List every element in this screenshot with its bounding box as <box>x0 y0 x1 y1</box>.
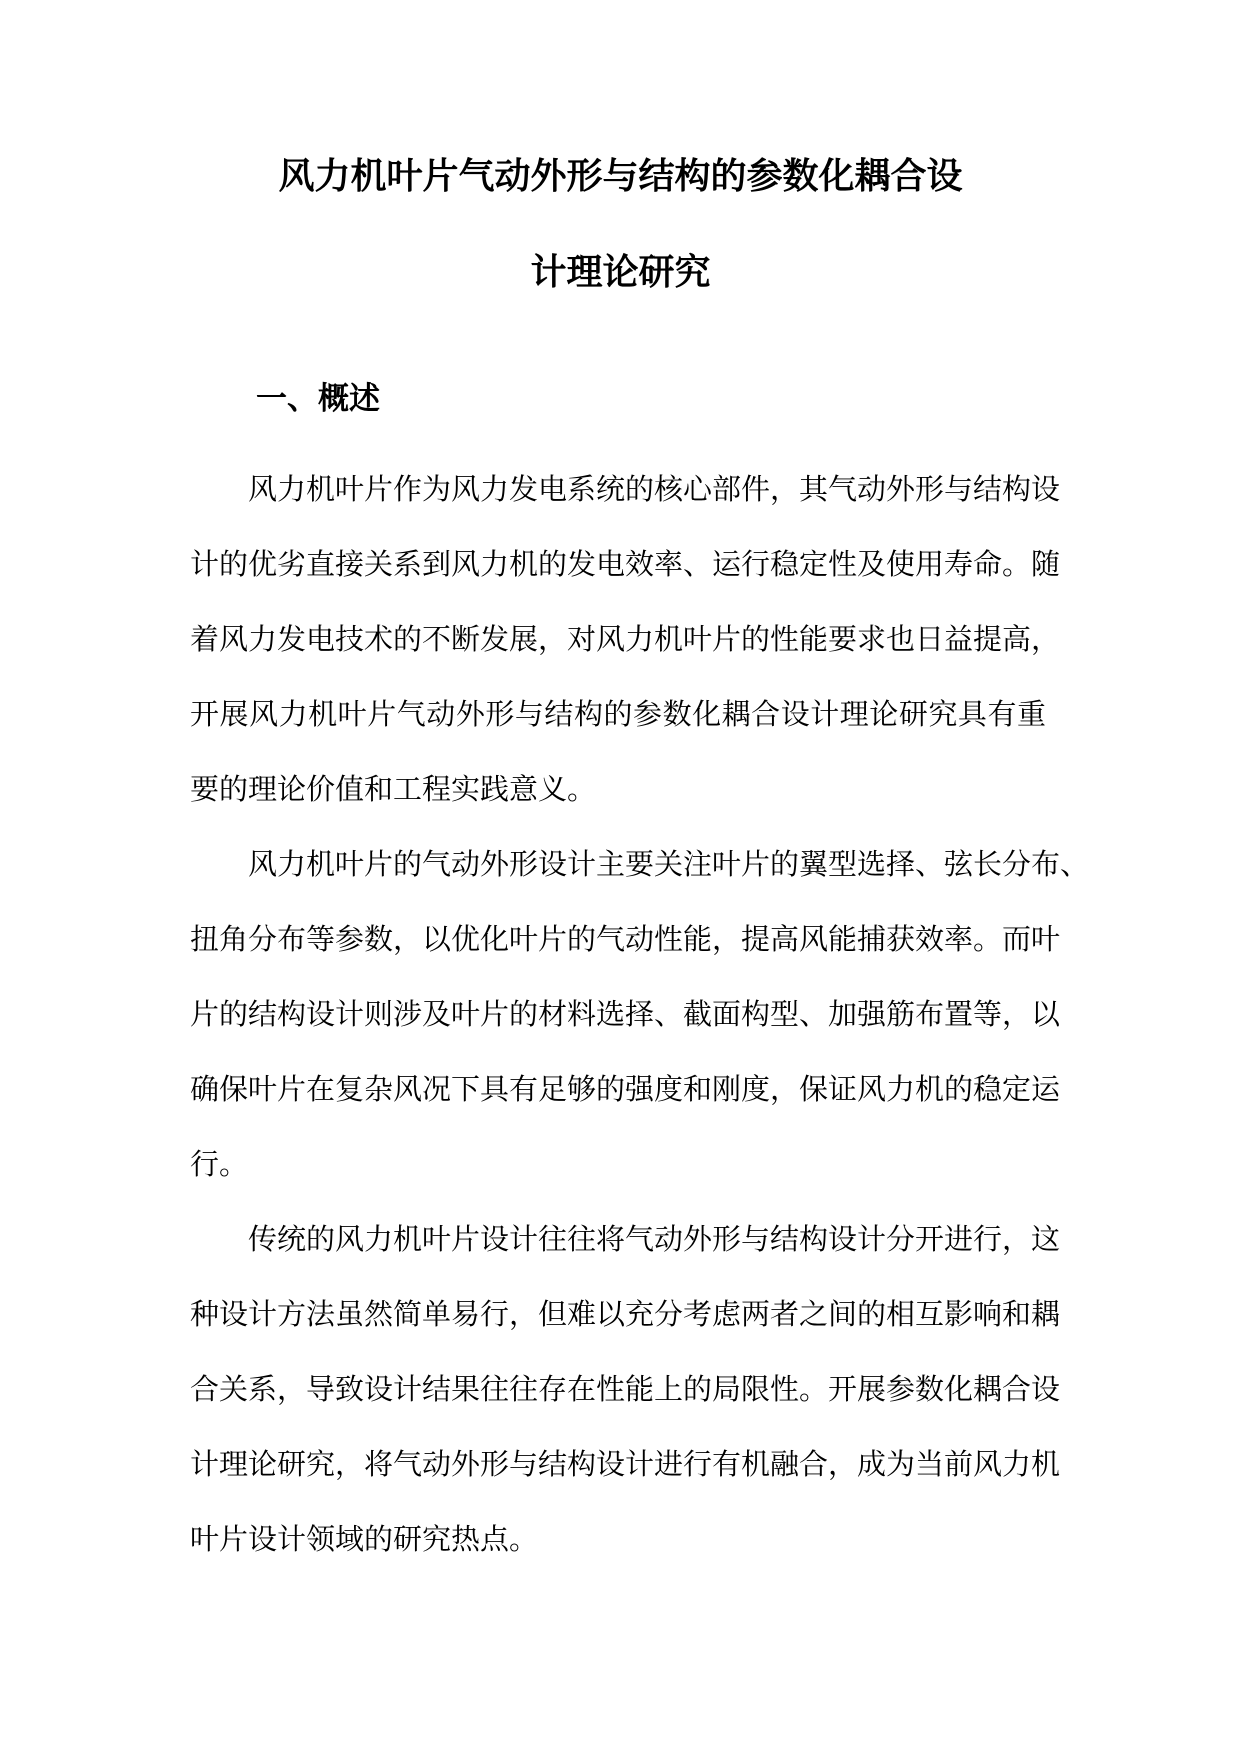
document-title-line-1: 风力机叶片气动外形与结构的参数化耦合设 <box>278 155 963 197</box>
paragraph-2 <box>190 827 1090 1202</box>
paragraph-1 <box>190 452 1061 827</box>
paragraph-3 <box>190 1202 1061 1577</box>
paragraph-line: 着风力发电技术的不断发展，对风力机叶片的性能要求也日益提高， <box>190 622 1061 656</box>
paragraph-line: 种设计方法虽然简单易行，但难以充分考虑两者之间的相互影响和耦 <box>190 1297 1061 1331</box>
section-heading: 一、概述 <box>256 381 380 417</box>
paragraph-line: 要的理论价值和工程实践意义。 <box>190 772 597 806</box>
document-title-line-2: 计理论研究 <box>530 251 711 293</box>
paragraph-line: 确保叶片在复杂风况下具有足够的强度和刚度，保证风力机的稳定运 <box>190 1072 1061 1106</box>
paragraph-line: 开展风力机叶片气动外形与结构的参数化耦合设计理论研究具有重 <box>190 697 1046 731</box>
paragraph-line: 片的结构设计则涉及叶片的材料选择、截面构型、加强筋布置等，以 <box>190 997 1061 1031</box>
paragraph-line: 风力机叶片作为风力发电系统的核心部件，其气动外形与结构设 <box>248 472 1061 506</box>
paragraph-line: 风力机叶片的气动外形设计主要关注叶片的翼型选择、弦长分布、 <box>248 847 1090 881</box>
paragraph-line: 计理论研究，将气动外形与结构设计进行有机融合，成为当前风力机 <box>190 1447 1061 1481</box>
paragraph-line: 叶片设计领域的研究热点。 <box>190 1522 539 1556</box>
paragraph-line: 扭角分布等参数，以优化叶片的气动性能，提高风能捕获效率。而叶 <box>190 922 1061 956</box>
paragraph-line: 合关系，导致设计结果往往存在性能上的局限性。开展参数化耦合设 <box>190 1372 1061 1406</box>
paragraph-line: 行。 <box>190 1147 249 1181</box>
paragraph-line: 计的优劣直接关系到风力机的发电效率、运行稳定性及使用寿命。随 <box>190 547 1061 581</box>
paragraph-line: 传统的风力机叶片设计往往将气动外形与结构设计分开进行，这 <box>248 1222 1061 1256</box>
